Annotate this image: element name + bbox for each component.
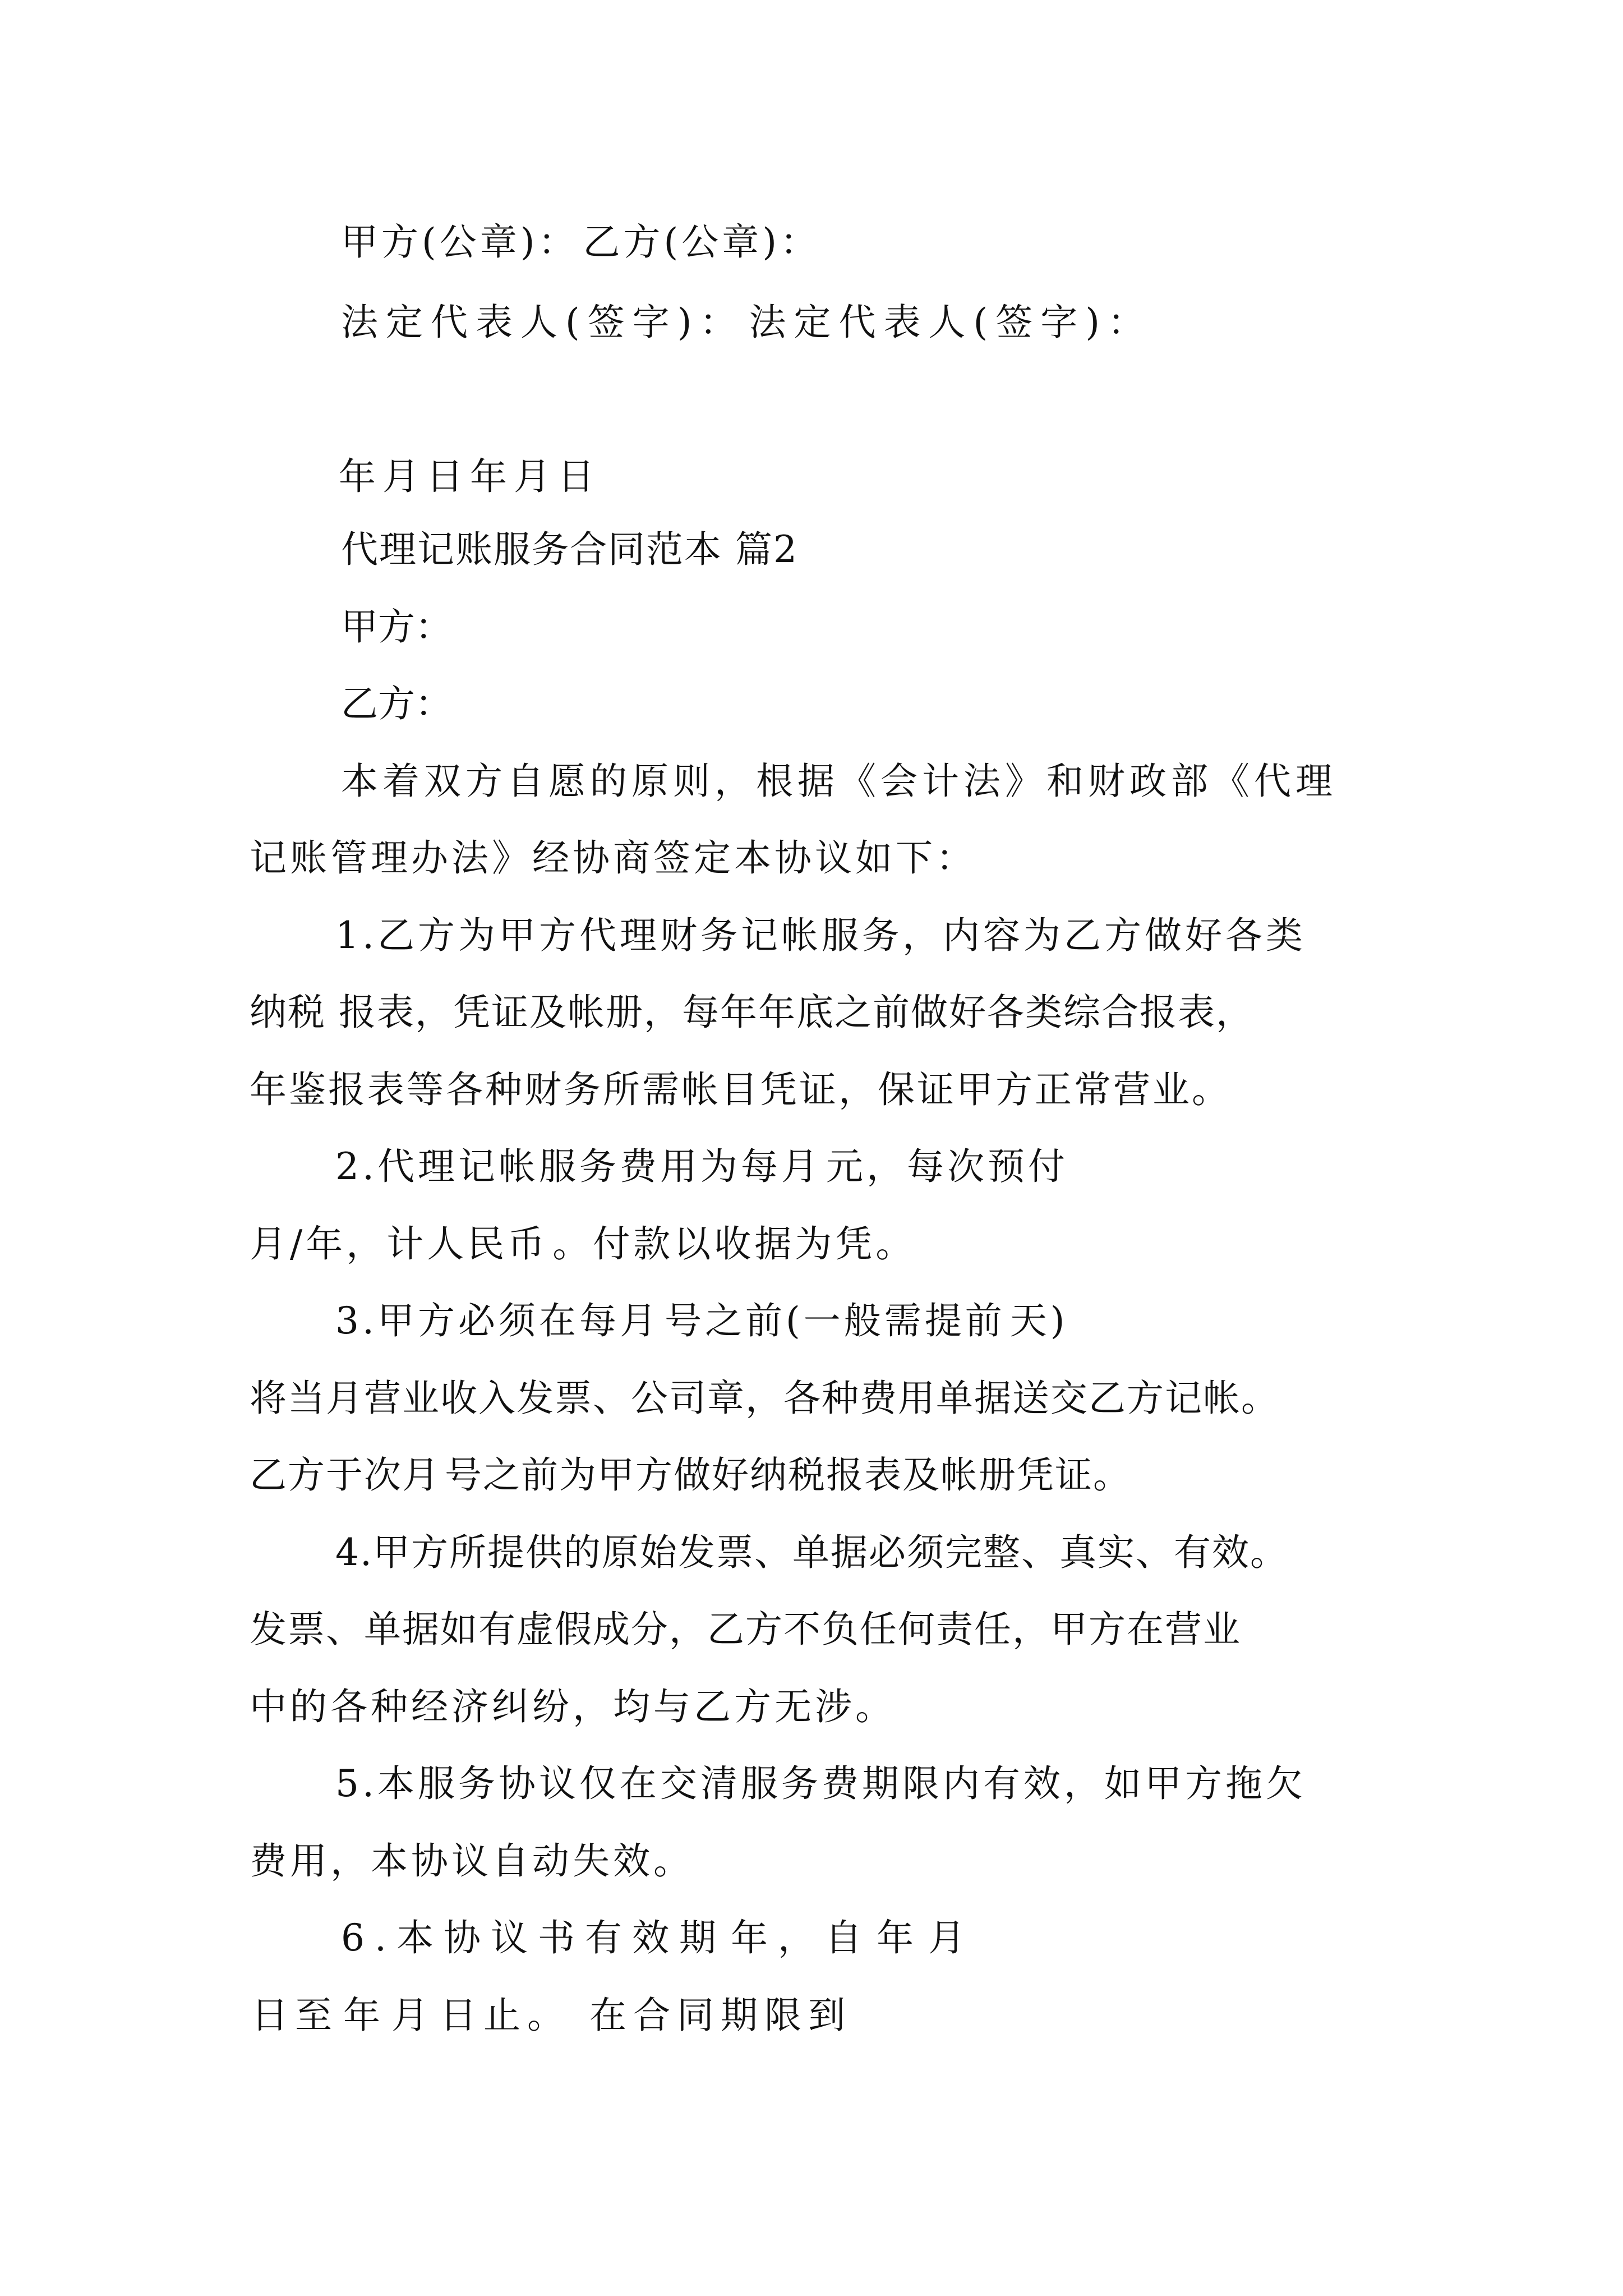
clause-3-line-2: 将当月营业收入发票、公司章，各种费用单据送交乙方记帐。 xyxy=(250,1377,1279,1420)
date-b-month: 月 xyxy=(514,455,553,498)
clause-6-from-year: 年 xyxy=(876,1916,924,1959)
date-b-year: 年 xyxy=(470,455,509,498)
clause-2-fee-label: 2.代理记帐服务费用为每月 xyxy=(335,1145,822,1188)
clause-6-line-2 xyxy=(247,1993,852,2038)
clause-3-days: 天) xyxy=(1009,1299,1068,1342)
date-a-day: 日 xyxy=(426,455,465,498)
clause-2-prepay-label: 元，每次预付 xyxy=(826,1145,1068,1188)
clause-6-to-month: 月 xyxy=(391,1994,435,2037)
party-b-line xyxy=(341,682,457,726)
clause-6-from-month: 月 xyxy=(928,1916,975,1959)
clause-2-rmb-label: 月/年，计人民币 xyxy=(250,1222,548,1266)
clause-5-line-1: 5.本服务协议仅在交清服务费期限内有效，如甲方拖欠 xyxy=(335,1762,1306,1805)
clause-3-next-month-label: 乙方于次月 xyxy=(250,1453,440,1497)
clause-5-line-2: 费用，本协议自动失效。 xyxy=(250,1839,694,1883)
clause-4-line-1: 4.甲方所提供的原始发票、单据必须完整、真实、有效。 xyxy=(335,1531,1288,1574)
clause-3-line-3 xyxy=(250,1453,1131,1498)
clause-6-to-year: 年 xyxy=(343,1994,387,2037)
clause-3-line-1 xyxy=(335,1299,1068,1343)
rep-sign-b-blank-line xyxy=(247,381,251,426)
clause-3-month-label: 3.甲方必须在每月 xyxy=(335,1299,660,1342)
clause-1-line-1: 1.乙方为甲方代理财务记帐服务，内容为乙方做好各类 xyxy=(335,914,1306,957)
intro-line-1: 本着双方自愿的原则，根据《会计法》和财政部《代理 xyxy=(341,760,1337,803)
clause-3-advance-label: 号之前(一般需提前 xyxy=(664,1299,1006,1342)
rep-sign-a-label: 法定代表人(签字)： xyxy=(341,301,745,344)
party-a-line xyxy=(341,605,457,650)
date-line xyxy=(334,454,597,499)
clause-2-receipt: 。付款以收据为凭。 xyxy=(552,1222,916,1266)
intro-line-2: 记账管理办法》经协商签定本协议如下： xyxy=(250,836,976,880)
clause-6-to-label: 日至 xyxy=(251,1994,339,2037)
date-a-year: 年 xyxy=(339,455,378,498)
party-b-label: 乙方： xyxy=(341,682,452,725)
date-a-month: 月 xyxy=(382,455,422,498)
clause-4-line-2: 发票、单据如有虚假成分，乙方不负任何责任，甲方在营业 xyxy=(250,1608,1241,1651)
clause-3-report: 号之前为甲方做好纳税报表及帐册凭证。 xyxy=(445,1453,1131,1497)
date-b-day: 日 xyxy=(557,455,597,498)
clause-2-line-2 xyxy=(250,1222,916,1267)
party-b-seal-label: 乙方(公章)： xyxy=(583,220,820,264)
rep-sign-b-label: 法定代表人(签字)： xyxy=(749,301,1152,344)
party-a-label: 甲方： xyxy=(341,605,452,648)
clause-4-line-3: 中的各种经济纠纷，均与乙方无涉。 xyxy=(250,1685,896,1728)
clause-6-term-label: 6.本协议书有效期 xyxy=(341,1916,726,1959)
clause-1-line-3: 年鉴报表等各种财务所需帐目凭证，保证甲方正常营业。 xyxy=(250,1068,1231,1111)
clause-1-line-2: 纳税 报表，凭证及帐册，每年年底之前做好各类综合报表， xyxy=(250,991,1254,1034)
clause-6-end: 日止。 在合同期限到 xyxy=(440,1994,852,2037)
section-title: 代理记账服务合同范本 篇2 xyxy=(341,528,798,571)
clause-6-from-label: 年，自 xyxy=(730,1916,872,1959)
rep-sign-line xyxy=(341,300,1152,345)
clause-6-line-1 xyxy=(341,1916,975,1961)
seal-line xyxy=(341,220,825,265)
clause-2-line-1 xyxy=(335,1144,1073,1189)
party-a-seal-label: 甲方(公章)： xyxy=(341,220,579,264)
